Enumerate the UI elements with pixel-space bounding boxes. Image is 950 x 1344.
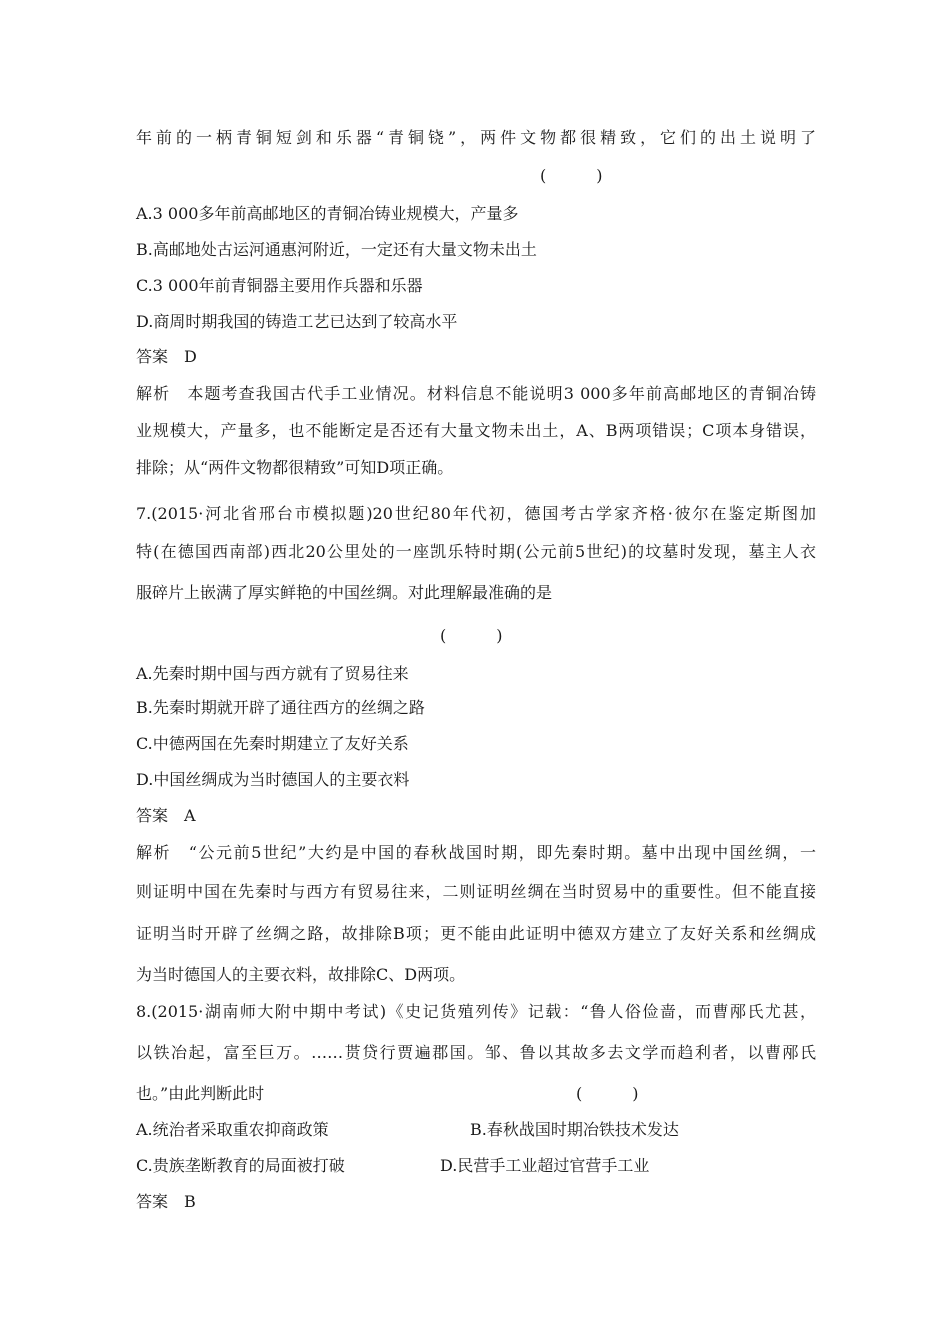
q6-option-a: A.3 000多年前高邮地区的青铜冶铸业规模大，产量多 xyxy=(136,204,519,223)
q6-option-b: B.高邮地处古运河通惠河附近，一定还有大量文物未出土 xyxy=(136,240,537,259)
q7-analysis-line-3: 证明当时开辟了丝绸之路，故排除B项；更不能由此证明中德双方建立了友好关系和丝绸成 xyxy=(136,924,816,943)
q7-option-a: A.先秦时期中国与西方就有了贸易往来 xyxy=(136,664,409,683)
q7-analysis-line-2: 则证明中国在先秦时与西方有贸易往来，二则证明丝绸在当时贸易中的重要性。但不能直接 xyxy=(136,882,816,901)
q7-answer: 答案 A xyxy=(136,806,196,825)
q7-analysis-line-1: 解析 “公元前5世纪”大约是中国的春秋战国时期，即先秦时期。墓中出现中国丝绸，一 xyxy=(136,843,816,862)
q6-analysis-line-2: 业规模大，产量多，也不能断定是否还有大量文物未出土，A、B两项错误；C项本身错误， xyxy=(136,421,816,440)
q6-answer: 答案 D xyxy=(136,347,197,366)
q8-answer-blank: ( ) xyxy=(576,1084,645,1103)
q8-option-d: D.民营手工业超过官营手工业 xyxy=(440,1156,650,1175)
q8-option-b: B.春秋战国时期冶铁技术发达 xyxy=(470,1120,679,1139)
q6-analysis-line-3: 排除；从“两件文物都很精致”可知D项正确。 xyxy=(136,458,454,477)
q6-option-c: C.3 000年前青铜器主要用作兵器和乐器 xyxy=(136,276,423,295)
q6-analysis-line-1: 解析 本题考查我国古代手工业情况。材料信息不能说明3 000多年前高邮地区的青铜冶铸 xyxy=(136,384,816,403)
q6-answer-blank: ( ) xyxy=(540,166,609,185)
q7-answer-blank: ( ) xyxy=(440,626,509,645)
q6-option-d: D.商周时期我国的铸造工艺已达到了较高水平 xyxy=(136,312,458,331)
q8-answer: 答案 B xyxy=(136,1192,196,1211)
q8-option-c: C.贵族垄断教育的局面被打破 xyxy=(136,1156,345,1175)
q7-analysis-line-4: 为当时德国人的主要衣料，故排除C、D两项。 xyxy=(136,965,466,984)
q7-stem-line-2: 特(在德国西南部)西北20公里处的一座凯乐特时期(公元前5世纪)的坟墓时发现，墓主人衣 xyxy=(136,542,816,561)
q6-stem-tail: 年前的一柄青铜短剑和乐器“青铜铙”，两件文物都很精致，它们的出土说明了 xyxy=(136,128,816,147)
q8-stem-line-3: 也。”由此判断此时 xyxy=(136,1084,265,1103)
q7-option-c: C.中德两国在先秦时期建立了友好关系 xyxy=(136,734,409,753)
q8-stem-line-2: 以铁冶起，富至巨万。……贳贷行贾遍郡国。邹、鲁以其故多去文学而趋利者，以曹邴氏 xyxy=(136,1043,816,1062)
q7-option-b: B.先秦时期就开辟了通往西方的丝绸之路 xyxy=(136,698,425,717)
q7-stem-line-1: 7.(2015·河北省邢台市模拟题)20世纪80年代初，德国考古学家齐格·彼尔在鉴定斯图加 xyxy=(136,504,816,523)
q7-option-d: D.中国丝绸成为当时德国人的主要衣料 xyxy=(136,770,410,789)
q8-option-a: A.统治者采取重农抑商政策 xyxy=(136,1120,329,1139)
q8-stem-line-1: 8.(2015·湖南师大附中期中考试)《史记货殖列传》记载：“鲁人俗俭啬，而曹邴氏尤甚， xyxy=(136,1002,816,1021)
q7-stem-line-3: 服碎片上嵌满了厚实鲜艳的中国丝绸。对此理解最准确的是 xyxy=(136,583,553,602)
